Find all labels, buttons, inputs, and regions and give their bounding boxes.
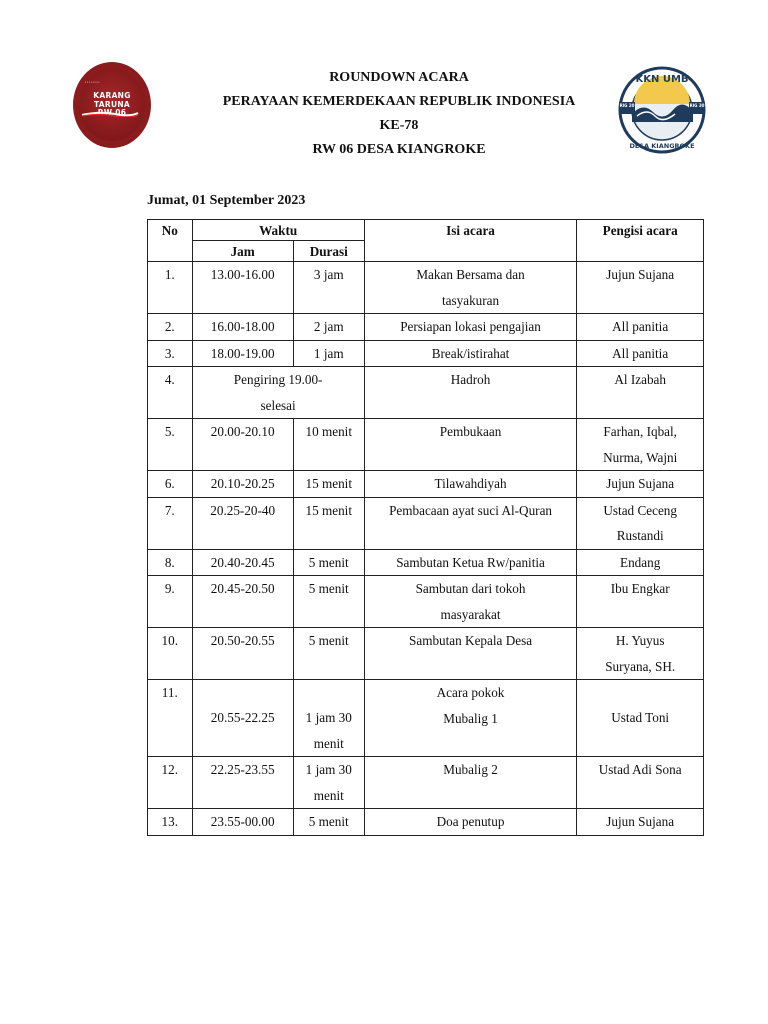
header-title: ROUNDOWN ACARA xyxy=(329,70,469,85)
row-no: 12. xyxy=(148,757,193,809)
event-date: Jumat, 01 September 2023 xyxy=(147,193,306,208)
row-pengisi: Jujun Sujana xyxy=(577,262,704,314)
header-event: PERAYAAN KEMERDEKAAN REPUBLIK INDONESIA xyxy=(222,94,576,109)
header-location: RW 06 DESA KIANGROKE xyxy=(312,142,486,157)
row-durasi: 15 menit xyxy=(293,471,364,498)
row-durasi: 5 menit xyxy=(293,576,364,628)
row-durasi: 1 jam 30 menit xyxy=(293,757,364,809)
table-row xyxy=(148,262,704,314)
row-no: 7. xyxy=(148,497,193,549)
row-pengisi: Farhan, Iqbal, Nurma, Wajni xyxy=(577,419,704,471)
row-durasi: 5 menit xyxy=(293,628,364,680)
row-jam: 20.40-20.45 xyxy=(192,549,293,576)
row-no: 3. xyxy=(148,340,193,367)
logo-top-text: KKN UMB xyxy=(635,74,689,85)
row-jam-merged: Pengiring 19.00-selesai xyxy=(192,367,364,419)
header-edition: KE-78 xyxy=(379,118,419,133)
row-isi: Mubalig 2 xyxy=(364,757,577,809)
table-row xyxy=(148,576,704,628)
row-no: 2. xyxy=(148,314,193,341)
row-pengisi: Ibu Engkar xyxy=(577,576,704,628)
header-isi-acara: Isi acara xyxy=(364,220,577,262)
table-row xyxy=(148,549,704,576)
row-isi: Sambutan Kepala Desa xyxy=(364,628,577,680)
row-isi-line2: Mubalig 1 xyxy=(443,710,498,726)
row-pengisi: Ustad Ceceng Rustandi xyxy=(577,497,704,549)
row-no: 13. xyxy=(148,809,193,836)
row-durasi: 15 menit xyxy=(293,497,364,549)
table-row xyxy=(148,680,704,757)
row-jam: 13.00-16.00 xyxy=(192,262,293,314)
row-isi: Doa penutup xyxy=(364,809,577,836)
row-jam-text: 20.55-22.25 xyxy=(210,710,275,725)
row-durasi: 5 menit xyxy=(293,809,364,836)
row-no: 11. xyxy=(148,680,193,757)
row-durasi: 1 jam xyxy=(293,340,364,367)
row-jam: 20.10-20.25 xyxy=(192,471,293,498)
row-durasi: 2 jam xyxy=(293,314,364,341)
row-jam: 20.25-20-40 xyxy=(192,497,293,549)
row-isi: Pembukaan xyxy=(364,419,577,471)
row-isi: Persiapan lokasi pengajian xyxy=(364,314,577,341)
row-isi: Sambutan dari tokoh masyarakat xyxy=(364,576,577,628)
table-row xyxy=(148,340,704,367)
table-row xyxy=(148,367,704,419)
row-durasi: 3 jam xyxy=(293,262,364,314)
row-jam: 23.55-00.00 xyxy=(192,809,293,836)
row-no: 6. xyxy=(148,471,193,498)
header-jam: Jam xyxy=(192,241,293,262)
row-isi: Pembacaan ayat suci Al-Quran xyxy=(364,497,577,549)
table-row xyxy=(148,628,704,680)
table-row xyxy=(148,419,704,471)
row-isi: Makan Bersama dan tasyakuran xyxy=(364,262,577,314)
row-jam: 18.00-19.00 xyxy=(192,340,293,367)
row-durasi-text: 1 jam 30 menit xyxy=(305,710,352,751)
row-pengisi: Jujun Sujana xyxy=(577,809,704,836)
row-pengisi: H. Yuyus Suryana, SH. xyxy=(577,628,704,680)
table-row xyxy=(148,497,704,549)
schedule-table xyxy=(147,219,704,836)
row-isi-line1: Acara pokok xyxy=(436,685,505,700)
logo-badge-left: RIG 20 xyxy=(619,103,635,108)
logo-badge-right: RIG 30 xyxy=(689,103,705,108)
row-no: 9. xyxy=(148,576,193,628)
row-jam: 20.50-20.55 xyxy=(192,628,293,680)
row-durasi: 10 menit xyxy=(293,419,364,471)
table-row xyxy=(148,471,704,498)
table-row xyxy=(148,757,704,809)
row-no: 5. xyxy=(148,419,193,471)
header-pengisi-acara: Pengisi acara xyxy=(577,220,704,262)
row-no: 10. xyxy=(148,628,193,680)
row-isi: Break/istirahat xyxy=(364,340,577,367)
header-no: No xyxy=(148,220,193,262)
row-pengisi xyxy=(577,680,704,757)
table-header-row xyxy=(148,220,704,241)
row-pengisi: Al Izabah xyxy=(577,367,704,419)
row-no: 8. xyxy=(148,549,193,576)
row-jam: 20.45-20.50 xyxy=(192,576,293,628)
row-pengisi: All panitia xyxy=(577,340,704,367)
row-isi xyxy=(364,680,577,757)
row-isi: Hadroh xyxy=(364,367,577,419)
row-durasi: 5 menit xyxy=(293,549,364,576)
row-pengisi: Jujun Sujana xyxy=(577,471,704,498)
row-pengisi: All panitia xyxy=(577,314,704,341)
logo-bottom-text: DESA KIANGROKE xyxy=(629,142,695,150)
row-pengisi-text: Ustad Toni xyxy=(611,710,670,725)
karang-taruna-logo: ▪ ▪ ▪ ▪ ▪ ▪ ▪ ▪ KARANG TARUNA RW 06 xyxy=(73,62,151,148)
row-jam xyxy=(192,680,293,757)
row-no: 4. xyxy=(148,367,193,419)
row-jam: 20.00-20.10 xyxy=(192,419,293,471)
row-jam: 22.25-23.55 xyxy=(192,757,293,809)
table-row xyxy=(148,809,704,836)
row-isi: Sambutan Ketua Rw/panitia xyxy=(364,549,577,576)
row-jam: 16.00-18.00 xyxy=(192,314,293,341)
row-no: 1. xyxy=(148,262,193,314)
document-header xyxy=(0,66,768,162)
row-isi: Tilawahdiyah xyxy=(364,471,577,498)
header-durasi: Durasi xyxy=(293,241,364,262)
row-pengisi: Endang xyxy=(577,549,704,576)
row-durasi xyxy=(293,680,364,757)
table-row xyxy=(148,314,704,341)
header-waktu: Waktu xyxy=(192,220,364,241)
row-pengisi: Ustad Adi Sona xyxy=(577,757,704,809)
